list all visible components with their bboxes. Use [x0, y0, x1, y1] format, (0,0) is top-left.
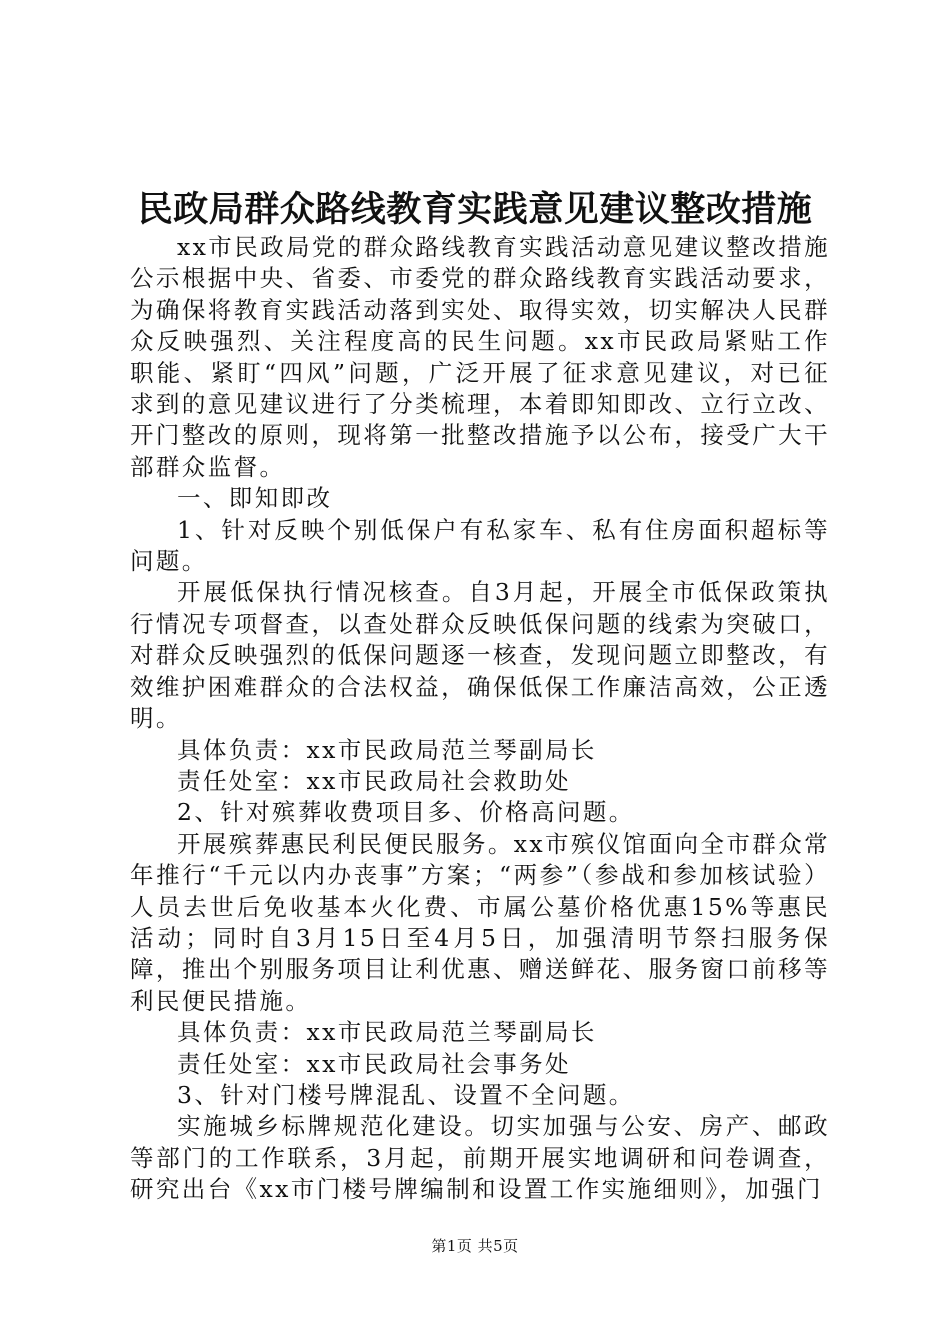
- item-heading: 3、针对门楼号牌混乱、设置不全问题。: [177, 1080, 635, 1109]
- paragraph: 实施城乡标牌规范化建设。切实加强与公安、房产、邮政等部门的工作联系，3月起，前期开展实地调研和问卷调查，研究出台《xx市门楼号牌编制和设置工作实施细则》，加强门: [130, 1112, 830, 1204]
- document-title: 民政局群众路线教育实践意见建议整改措施: [137, 189, 813, 230]
- document-body: [130, 232, 830, 1206]
- responsible-person: 具体负责：xx市民政局范兰琴副局长: [177, 735, 597, 764]
- section-heading: 一、即知即改: [177, 484, 333, 513]
- item-heading: 2、针对殡葬收费项目多、价格高问题。: [177, 798, 635, 827]
- item-heading: 1、针对反映个别低保户有私家车、私有住房面积超标等问题。: [130, 515, 830, 576]
- paragraph: 开展殡葬惠民利民便民服务。xx市殡仪馆面向全市群众常年推行“千元以内办丧事”方案；“两参”（参战和参加核试验）人员去世后免收基本火化费、市属公墓价格优惠15%等惠民活动；同时自3月15日至4月5日，加强清明节祭扫服务保障，推出个别服务项目让利优惠、赠送鲜花、服务窗口前移等利民便民措施。: [130, 829, 830, 1015]
- responsible-office: 责任处室：xx市民政局社会救助处: [177, 766, 571, 795]
- responsible-person: 具体负责：xx市民政局范兰琴副局长: [177, 1018, 597, 1047]
- page-number-footer: 第1页 共5页: [431, 1237, 519, 1255]
- responsible-office: 责任处室：xx市民政局社会事务处: [177, 1049, 571, 1078]
- paragraph-intro: xx市民政局党的群众路线教育实践活动意见建议整改措施公示根据中央、省委、市委党的群众路线教育实践活动要求，为确保将教育实践活动落到实处、取得实效，切实解决人民群众反映强烈、关注程度高的民生问题。xx市民政局紧贴工作职能、紧盯“四风”问题，广泛开展了征求意见建议，对已征求到的意见建议进行了分类梳理，本着即知即改、立行立改、开门整改的原则，现将第一批整改措施予以公布，接受广大干部群众监督。: [130, 233, 830, 481]
- paragraph: 开展低保执行情况核查。自3月起，开展全市低保政策执行情况专项督查，以查处群众反映低保问题的线索为突破口，对群众反映强烈的低保问题逐一核查，发现问题立即整改，有效维护困难群众的合法权益，确保低保工作廉洁高效，公正透明。: [130, 578, 830, 733]
